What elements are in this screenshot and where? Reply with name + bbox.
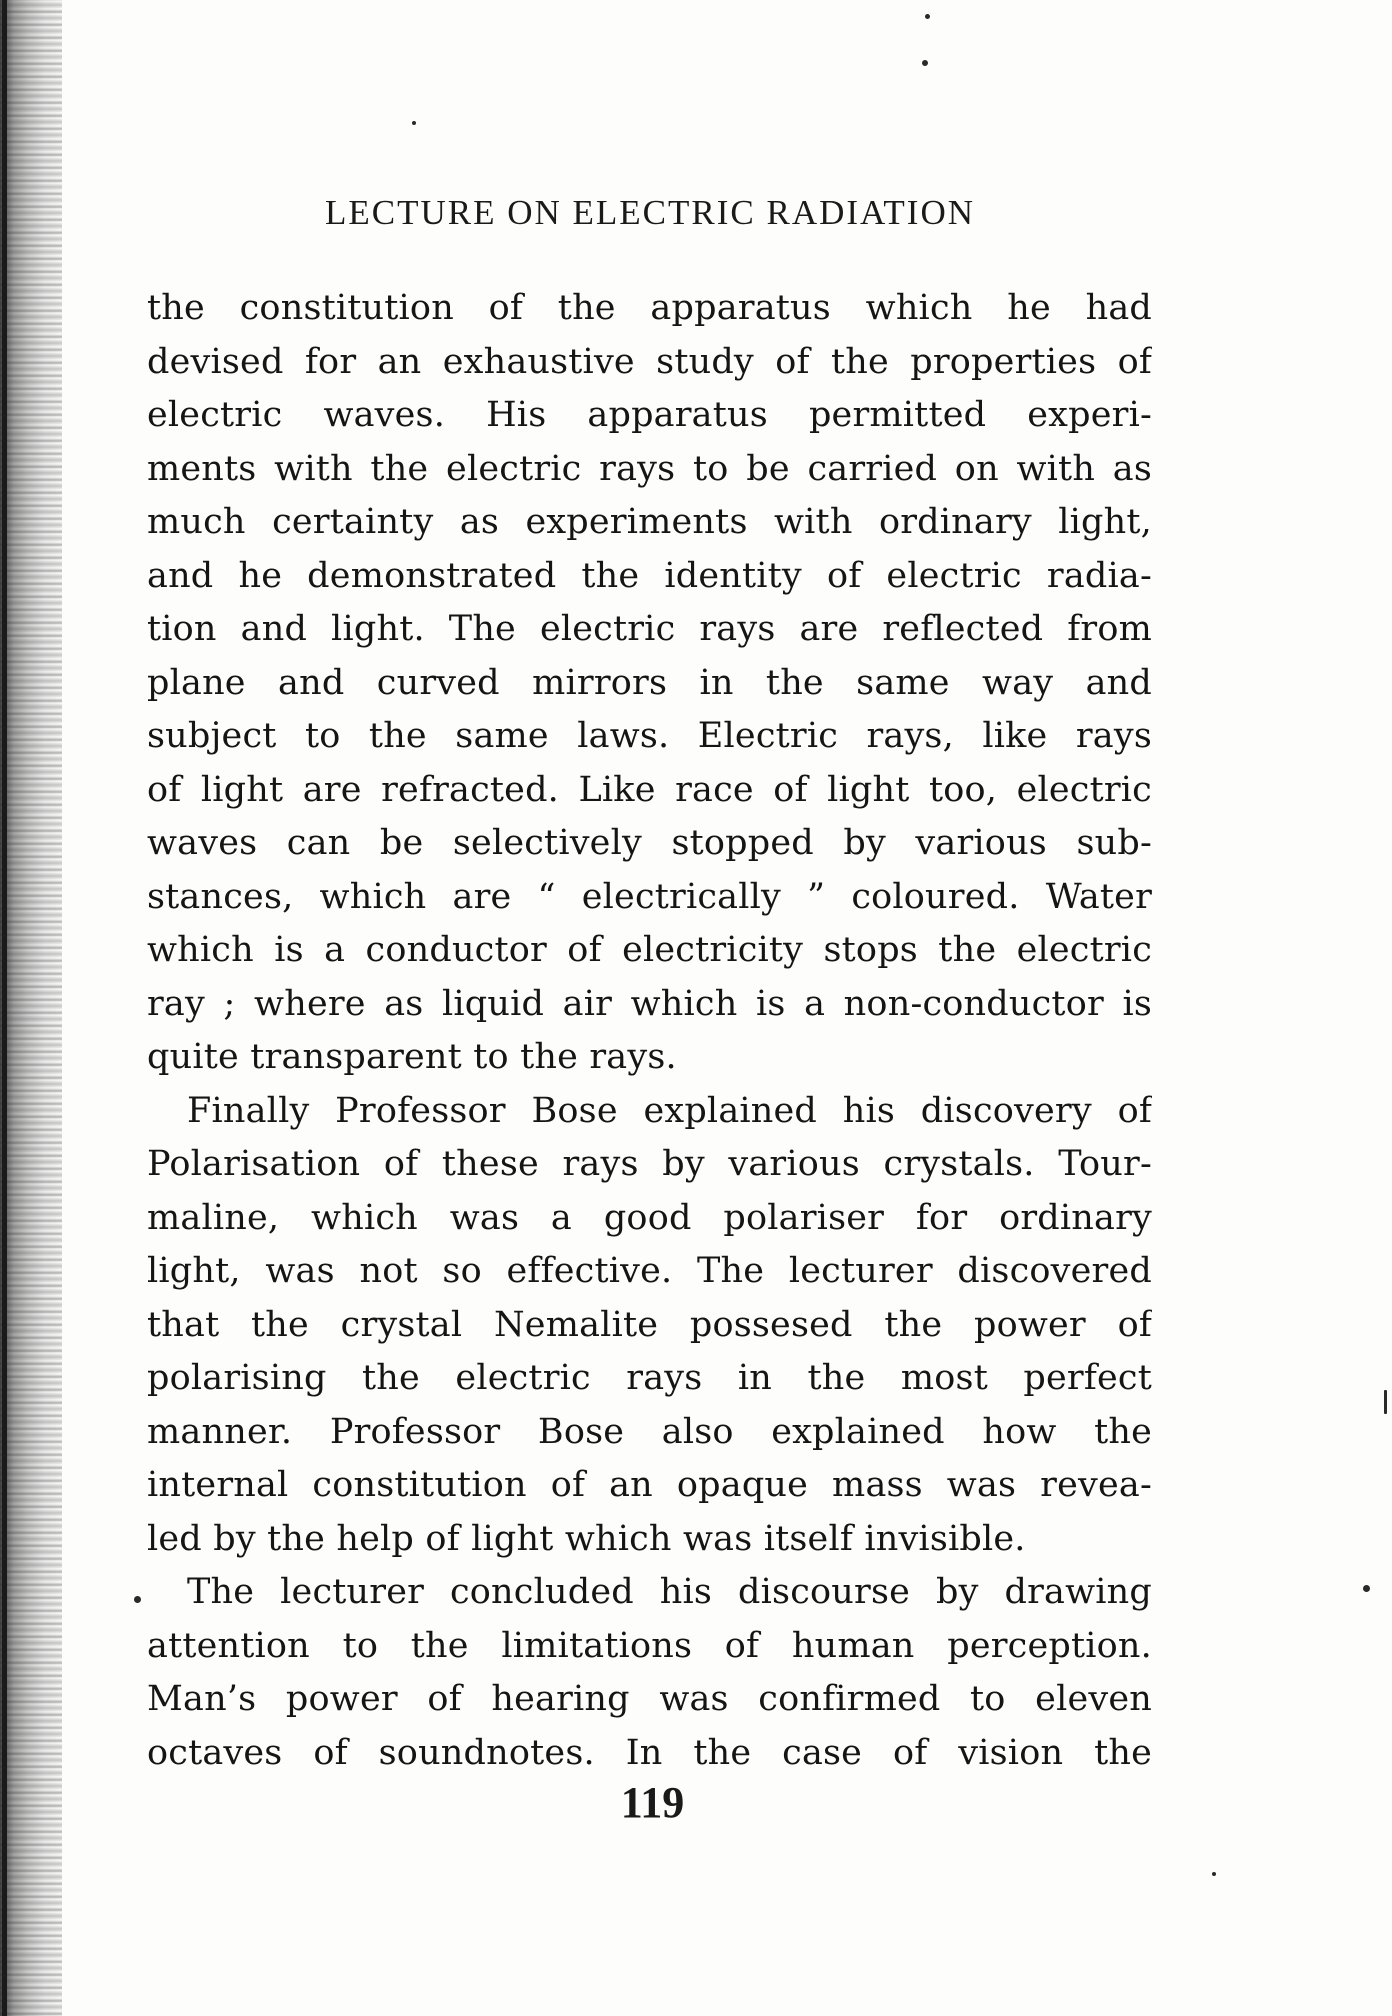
text-line: Polarisation of these rays by various crystals. Tour- xyxy=(147,1144,1152,1184)
text-line: internal constitution of an opaque mass was revea- xyxy=(147,1465,1152,1505)
running-header: LECTURE ON ELECTRIC RADIATION xyxy=(324,193,976,232)
scan-speck xyxy=(922,60,928,66)
text-line: tion and light. The electric rays are reflected from xyxy=(147,609,1152,649)
scan-speck xyxy=(412,121,416,125)
text-line: quite transparent to the rays. xyxy=(147,1037,677,1077)
scan-speck xyxy=(925,14,930,19)
text-line: and he demonstrated the identity of electric radia- xyxy=(147,555,1152,596)
text-line: Man’s power of hearing was confirmed to eleven xyxy=(147,1679,1152,1719)
text-line: light, was not so effective. The lecturer discovered xyxy=(147,1251,1152,1291)
paragraph-1 xyxy=(147,282,1152,1085)
text-line: ray ; where as liquid air which is a non-conductor is xyxy=(147,983,1152,1024)
scan-speck xyxy=(1363,1585,1370,1592)
text-line: which is a conductor of electricity stops the electric xyxy=(147,930,1152,970)
text-line: manner. Professor Bose also explained how the xyxy=(147,1411,1152,1452)
text-line: Finally Professor Bose explained his discovery of xyxy=(187,1090,1152,1131)
text-line: polarising the electric rays in the most perfect xyxy=(147,1358,1152,1398)
text-line: attention to the limitations of human perception. xyxy=(147,1625,1152,1666)
paragraph-3 xyxy=(147,1566,1152,1780)
text-line: devised for an exhaustive study of the properties of xyxy=(147,341,1152,382)
paragraph-2 xyxy=(147,1085,1152,1567)
scan-speck xyxy=(1384,1390,1387,1414)
text-line: octaves of soundnotes. In the case of vision the xyxy=(147,1732,1152,1773)
text-line: stances, which are “ electrically ” coloured. Water xyxy=(147,876,1152,917)
text-line: plane and curved mirrors in the same way and xyxy=(147,662,1152,703)
text-line: led by the help of light which was itself invisible. xyxy=(147,1518,1026,1559)
binding-edge-line xyxy=(2,0,7,2016)
scan-speck xyxy=(134,1596,141,1603)
text-line: maline, which was a good polariser for ordinary xyxy=(147,1197,1152,1238)
text-line: the constitution of the apparatus which he had xyxy=(147,288,1152,328)
text-line: waves can be selectively stopped by various sub- xyxy=(147,823,1152,863)
binding-shadow xyxy=(0,0,62,2016)
text-line: The lecturer concluded his discourse by drawing xyxy=(187,1572,1152,1612)
text-line: subject to the same laws. Electric rays, like rays xyxy=(147,716,1152,756)
text-line: much certainty as experiments with ordinary light, xyxy=(147,502,1152,542)
body-text xyxy=(147,282,1152,1780)
page-number: 119 xyxy=(620,1778,685,1827)
scan-speck xyxy=(1212,1872,1216,1876)
text-line: electric waves. His apparatus permitted experi- xyxy=(147,395,1152,435)
text-line: of light are refracted. Like race of light too, electric xyxy=(147,769,1152,810)
text-line: ments with the electric rays to be carried on with as xyxy=(147,448,1152,489)
text-line: that the crystal Nemalite possesed the power of xyxy=(147,1304,1152,1345)
